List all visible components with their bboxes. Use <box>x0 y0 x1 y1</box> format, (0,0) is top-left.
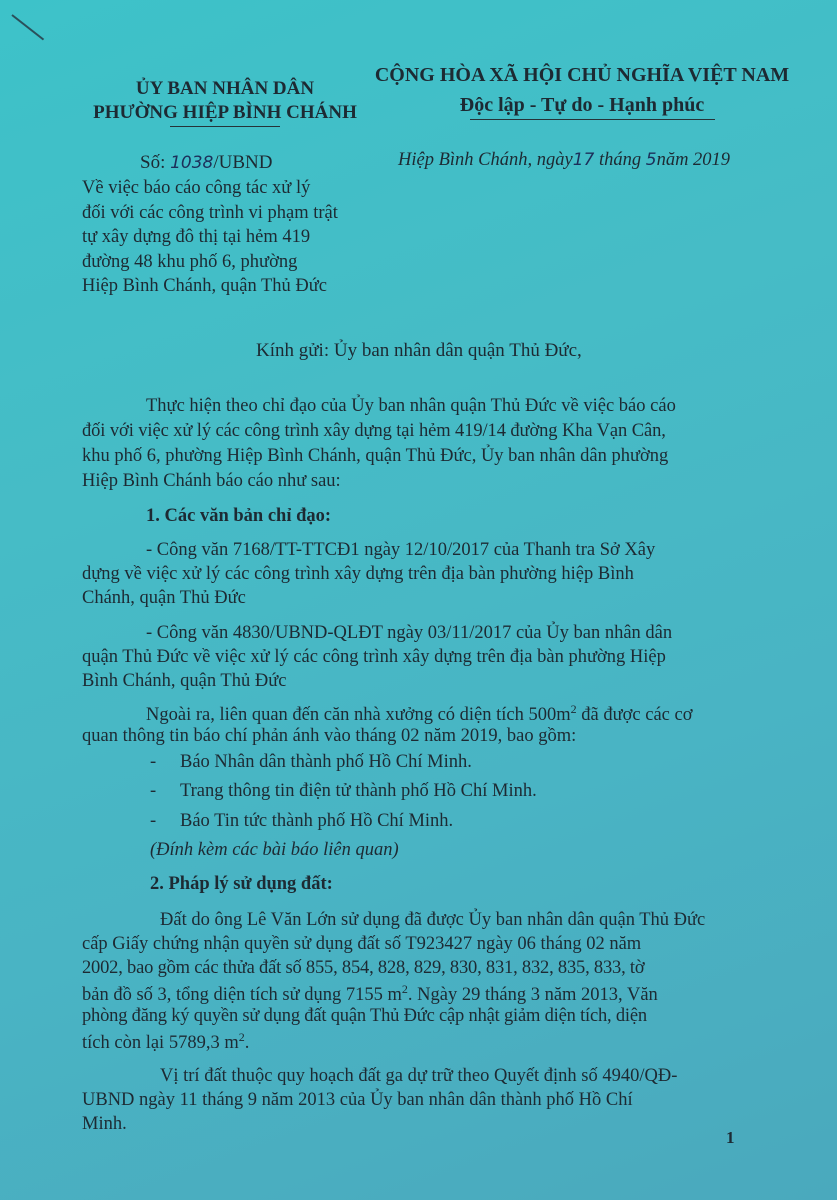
subject-line: Về việc báo cáo công tác xử lý <box>82 178 311 198</box>
intro-line: Thực hiện theo chỉ đạo của Ủy ban nhân quận Thủ Đức về việc báo cáo <box>146 396 676 416</box>
legal-line: phòng đăng ký quyền sử dụng đất quận Thủ Đức cập nhật giảm diện tích, diện <box>82 1006 647 1026</box>
doc-number-prefix: Số: <box>140 152 166 173</box>
subject-block <box>82 176 338 299</box>
org-underline <box>170 126 280 127</box>
legal-line <box>82 1030 249 1054</box>
recipient: Kính gửi: Ủy ban nhân dân quận Thủ Đức, <box>256 340 582 361</box>
press-intro-line <box>146 702 693 726</box>
directive-2-line: - Công văn 4830/UBND-QLĐT ngày 03/11/2017 của Ủy ban nhân dân <box>146 623 673 643</box>
date-month-handwritten: 5 <box>645 150 657 170</box>
directive-2-line: Bình Chánh, quận Thủ Đức <box>82 671 287 691</box>
motto-underline <box>470 119 715 120</box>
zoning-line: Minh. <box>82 1114 127 1134</box>
legal-line: Đất do ông Lê Văn Lớn sử dụng đã được Ủy ban nhân dân quận Thủ Đức <box>160 910 706 930</box>
date-year: năm 2019 <box>656 150 731 170</box>
press-intro-line: quan thông tin báo chí phản ánh vào tháng 02 năm 2019, bao gồm: <box>82 726 577 746</box>
intro-line: đối với việc xử lý các công trình xây dựng tại hẻm 419/14 đường Kha Vạn Cân, <box>82 421 666 441</box>
superscript-2: 2 <box>570 702 577 716</box>
press-intro-text: đã được các cơ <box>576 705 693 726</box>
directive-1-line: dựng về việc xử lý các công trình xây dựng trên địa bàn phường hiệp Bình <box>82 564 634 584</box>
nation-motto: Độc lập - Tự do - Hạnh phúc <box>459 94 705 116</box>
date-place: Hiệp Bình Chánh, ngày <box>398 150 573 170</box>
legal-text: tích còn lại 5789,3 m <box>82 1033 239 1054</box>
subject-line: đối với các công trình vi phạm trật <box>82 202 338 223</box>
directive-2-line: quận Thủ Đức về việc xử lý các công trình xây dựng trên địa bàn phường Hiệp <box>82 647 666 667</box>
legal-line: cấp Giấy chứng nhận quyền sử dụng đất số T923427 ngày 06 tháng 02 năm <box>82 934 642 954</box>
attachment-note: (Đính kèm các bài báo liên quan) <box>150 840 399 860</box>
paper-crease-mark <box>11 14 44 40</box>
subject-line: đường 48 khu phố 6, phường <box>82 251 298 272</box>
section-1-heading: 1. Các văn bản chỉ đạo: <box>146 506 332 526</box>
intro-line: Hiệp Bình Chánh báo cáo như sau: <box>82 471 341 491</box>
date-line <box>398 150 730 171</box>
page-number: 1 <box>726 1128 735 1147</box>
subject-line: tự xây dựng đô thị tại hẻm 419 <box>82 227 311 247</box>
date-day-handwritten: 17 <box>572 150 595 170</box>
legal-text: . <box>244 1033 250 1054</box>
date-month-word: tháng <box>598 150 642 170</box>
org-name-line1: ỦY BAN NHÂN DÂN <box>135 78 315 99</box>
intro-line: khu phố 6, phường Hiệp Bình Chánh, quận Thủ Đức, Ủy ban nhân dân phường <box>82 446 669 466</box>
zoning-line: Vị trí đất thuộc quy hoạch đất ga dự trữ theo Quyết định số 4940/QĐ- <box>160 1066 678 1086</box>
press-intro-text: Ngoài ra, liên quan đến căn nhà xưởng có diện tích 500m <box>146 705 571 726</box>
press-item: Báo Nhân dân thành phố Hồ Chí Minh. <box>180 752 472 772</box>
legal-text: . Ngày 29 tháng 3 năm 2013, Văn <box>407 985 658 1006</box>
legal-line: 2002, bao gồm các thửa đất số 855, 854, 828, 829, 830, 831, 832, 835, 833, tờ <box>82 958 645 978</box>
legal-text: bản đồ số 3, tổng diện tích sử dụng 7155 m <box>82 985 402 1006</box>
superscript-2: 2 <box>401 982 408 996</box>
bullet-dash: - <box>150 811 157 831</box>
directive-1-line: Chánh, quận Thủ Đức <box>82 588 246 608</box>
subject-line: Hiệp Bình Chánh, quận Thủ Đức <box>82 276 328 296</box>
doc-number-handwritten: 1038 <box>170 153 214 173</box>
press-item: Trang thông tin điện tử thành phố Hồ Chí Minh. <box>180 781 537 801</box>
nation-title: CỘNG HÒA XÃ HỘI CHỦ NGHĨA VIỆT NAM <box>374 64 790 86</box>
superscript-2: 2 <box>238 1030 245 1044</box>
zoning-line: UBND ngày 11 tháng 9 năm 2013 của Ủy ban nhân dân thành phố Hồ Chí <box>82 1090 633 1110</box>
press-item: Báo Tin tức thành phố Hồ Chí Minh. <box>180 811 454 831</box>
section-2-heading: 2. Pháp lý sử dụng đất: <box>150 874 333 894</box>
org-name-line2: PHƯỜNG HIỆP BÌNH CHÁNH <box>93 102 357 123</box>
directive-1-line: - Công văn 7168/TT-TTCĐ1 ngày 12/10/2017 của Thanh tra Sở Xây <box>146 540 656 560</box>
doc-number-suffix: /UBND <box>213 152 273 173</box>
legal-line <box>82 982 658 1006</box>
document-number <box>140 152 273 174</box>
bullet-dash: - <box>150 781 157 801</box>
bullet-dash: - <box>150 752 157 772</box>
